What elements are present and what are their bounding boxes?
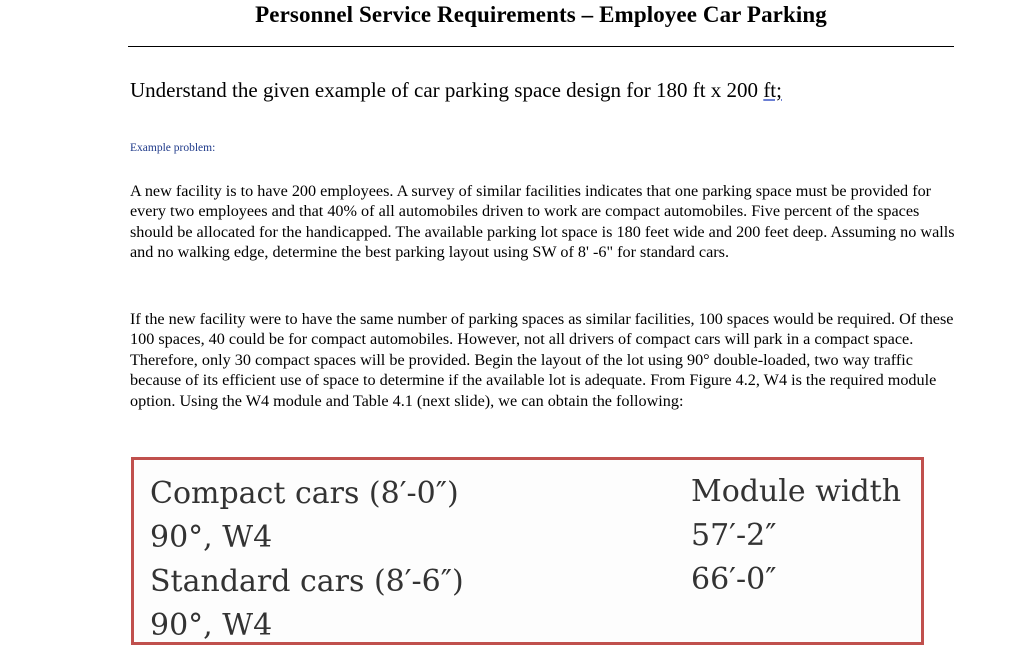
compact-module-width: 57′-2″	[691, 518, 777, 553]
compact-cars-label: Compact cars (8′-0″)	[150, 476, 459, 511]
title-divider	[128, 46, 954, 47]
intro-underlined-text: ft;	[763, 78, 782, 102]
standard-module-label: 90°, W4	[150, 608, 273, 643]
intro-text	[130, 78, 782, 103]
standard-module-width: 66′-0″	[691, 562, 777, 597]
intro-main-text: Understand the given example of car parking space design for 180 ft x 200	[130, 78, 764, 102]
car-type-column	[150, 472, 464, 648]
module-width-header: Module width	[691, 474, 902, 509]
problem-paragraph: A new facility is to have 200 employees. A survey of similar facilities indicates that one parking space must be provided for every two employees and that 40% of all automobiles driven to work are compact automobiles. Five percent of the spaces should be allocated for the handicapped. The available parking lot space is 180 feet wide and 200 feet deep. Assuming no walls and no walking edge, determine the best parking layout using SW of 8' -6" for standard cars.	[130, 182, 955, 262]
solution-paragraph: If the new facility were to have the same number of parking spaces as similar facilities, 100 spaces would be required. Of these 100 spaces, 40 could be for compact automobiles. However, not all drivers of compact cars will park in a compact space. Therefore, only 30 compact spaces will be provided. Begin the layout of the lot using 90° double-loaded, two way traffic because of its efficient use of space to determine if the available lot is adequate. From Figure 4.2, W4 is the required module option. Using the W4 module and Table 4.1 (next slide), we can obtain the following:	[130, 310, 954, 410]
example-label: Example problem:	[130, 142, 216, 154]
module-width-column	[691, 470, 901, 602]
page-title: Personnel Service Requirements – Employee Car Parking	[255, 2, 827, 27]
compact-module-label: 90°, W4	[150, 520, 273, 555]
module-width-table	[131, 457, 924, 645]
standard-cars-label: Standard cars (8′-6″)	[150, 564, 464, 599]
